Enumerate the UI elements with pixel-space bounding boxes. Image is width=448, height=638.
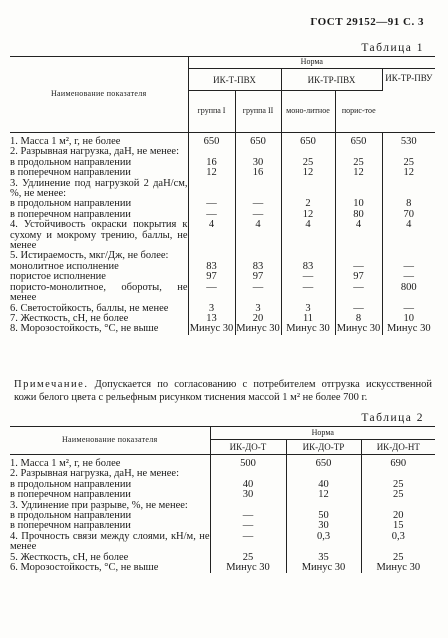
cell-value: —: [210, 511, 286, 521]
cell-value: 12: [286, 490, 361, 500]
table2-type-header: ИК-ДО-Т: [210, 440, 286, 455]
cell-value: 530: [400, 136, 417, 147]
cell-value: Минус 30: [286, 563, 361, 573]
table2-col-name-header: Наименование показателя: [10, 427, 210, 455]
table-row: [10, 283, 435, 304]
row-label: 4. Прочность связи между слоями, кН/м, не менее: [10, 530, 210, 553]
table2-type-header: ИК-ДО-НТ: [361, 440, 435, 455]
cell-value: —: [335, 283, 382, 304]
table-row: [10, 179, 435, 200]
cell-value: 8: [335, 314, 382, 324]
cell-value: —: [210, 532, 286, 553]
table2-group-header: Норма: [210, 427, 435, 440]
cell-value: 800: [400, 281, 417, 293]
table1-sub-header: порис-тое: [335, 91, 382, 133]
cell-value: 16: [235, 168, 281, 178]
cell-value: 8: [406, 198, 412, 210]
cell-value: 11: [281, 314, 335, 324]
cell-value: 83: [188, 262, 235, 272]
row-label: в поперечном направлении: [10, 490, 210, 500]
row-label: 4. Устойчивость окраски покрытия к сухому и мокрому трению, баллы, не менее: [10, 219, 188, 252]
row-label: в поперечном направлении: [10, 521, 210, 531]
note-prefix: Примечание.: [14, 379, 89, 390]
table2-caption: Таблица 2: [361, 412, 424, 424]
page-header: ГОСТ 29152—91 С. 3: [310, 16, 424, 28]
cell-value: 12: [281, 168, 335, 178]
row-label: 6. Морозостойкость, °С, не выше: [10, 563, 210, 573]
cell-value: 12: [335, 168, 382, 178]
cell-value: 12: [403, 167, 415, 179]
table1-sub-header: группа II: [235, 91, 281, 133]
table1-type-header: ИК-ТР-ПВХ: [281, 69, 382, 91]
cell-value: —: [281, 272, 335, 282]
table1-type-header: ИК-Т-ПВХ: [188, 69, 281, 91]
cell-value: Минус 30: [210, 563, 286, 573]
cell-value: 70: [403, 208, 415, 220]
cell-value: 690: [390, 458, 407, 469]
cell-value: 3: [188, 304, 235, 314]
table-row: [10, 220, 435, 251]
cell-value: [235, 179, 281, 200]
cell-value: 25: [393, 489, 404, 501]
cell-value: 83: [281, 262, 335, 272]
row-label: 2. Разрывная нагрузка, даН, не менее:: [10, 469, 210, 479]
table1-sub-header: группа I: [188, 91, 235, 133]
cell-value: 30: [210, 490, 286, 500]
table1-caption: Таблица 1: [361, 42, 424, 54]
row-label: 2. Разрывная нагрузка, даН, не менее:: [10, 147, 188, 157]
row-label: 6. Светостойкость, баллы, не менее: [10, 304, 188, 314]
cell-value: —: [235, 199, 281, 209]
cell-value: —: [281, 283, 335, 304]
cell-value: 650: [281, 133, 335, 148]
table2-type-header: ИК-ДО-ТР: [286, 440, 361, 455]
row-label: в продольном направлении: [10, 158, 188, 168]
cell-value: Минус 30: [376, 562, 421, 574]
cell-value: —: [235, 210, 281, 220]
cell-value: Минус 30: [236, 323, 280, 335]
cell-value: 97: [235, 272, 281, 282]
table1-type-header: ИК-ТР-ПВУ: [382, 69, 435, 133]
cell-value: 4: [406, 219, 412, 231]
table1-sub-header: моно-литное: [281, 91, 335, 133]
row-label: 1. Масса 1 м², г, не более: [10, 133, 188, 148]
cell-value: 30: [286, 521, 361, 531]
cell-value: —: [403, 302, 415, 314]
table1-body: [10, 133, 435, 335]
cell-value: 3: [235, 304, 281, 314]
cell-value: —: [188, 283, 235, 304]
cell-value: 40: [210, 480, 286, 490]
row-label: в поперечном направлении: [10, 168, 188, 178]
cell-value: 30: [235, 158, 281, 168]
cell-value: —: [403, 260, 415, 272]
cell-value: 83: [235, 262, 281, 272]
table-row: [10, 133, 435, 148]
table-row: [10, 455, 435, 470]
cell-value: 0,3: [286, 532, 361, 553]
cell-value: 650: [335, 133, 382, 148]
cell-value: —: [188, 199, 235, 209]
cell-value: 16: [188, 158, 235, 168]
row-label: в продольном направлении: [10, 199, 188, 209]
row-label: в продольном направлении: [10, 511, 210, 521]
cell-value: 40: [286, 480, 361, 490]
table-row: [10, 324, 435, 334]
cell-value: 25: [335, 158, 382, 168]
cell-value: 25: [393, 551, 404, 563]
note: [14, 378, 432, 404]
table-row: [10, 563, 435, 573]
cell-value: 20: [235, 314, 281, 324]
note-text: Допускается по согласованию с потребителем отгрузка искусственной кожи белого цвета с рельефным рисунком тиснения массой 1 м² не более 700 г.: [14, 379, 432, 403]
cell-value: 0,3: [391, 530, 405, 542]
cell-value: —: [335, 304, 382, 314]
row-label: 7. Жесткость, сН, не более: [10, 314, 188, 324]
cell-value: 20: [393, 510, 404, 522]
cell-value: 4: [188, 220, 235, 251]
cell-value: 15: [393, 520, 404, 532]
row-label: в поперечном направлении: [10, 210, 188, 220]
cell-value: 80: [335, 210, 382, 220]
row-label: 1. Масса 1 м², г, не более: [10, 455, 210, 470]
cell-value: 35: [286, 553, 361, 563]
cell-value: —: [403, 271, 415, 283]
cell-value: [281, 179, 335, 200]
table-row: [10, 532, 435, 553]
row-label: пористо-монолитное, обороты, не менее: [10, 281, 188, 304]
row-label: 3. Удлинение под нагрузкой 2 даН/см, %, не менее:: [10, 177, 188, 200]
row-label: 5. Жесткость, сН, не более: [10, 553, 210, 563]
cell-value: 10: [403, 312, 415, 324]
table1-col-name-header: Наименование показателя: [10, 57, 188, 133]
cell-value: 97: [188, 272, 235, 282]
cell-value: 25: [210, 553, 286, 563]
cell-value: —: [235, 283, 281, 304]
cell-value: 25: [281, 158, 335, 168]
row-label: монолитное исполнение: [10, 262, 188, 272]
cell-value: 97: [335, 272, 382, 282]
cell-value: Минус 30: [386, 323, 431, 335]
table2: [10, 426, 435, 573]
table1: [10, 56, 435, 335]
cell-value: —: [188, 210, 235, 220]
cell-value: 13: [188, 314, 235, 324]
cell-value: 2: [281, 199, 335, 209]
row-label: 3. Удлинение при разрыве, %, не менее:: [10, 501, 210, 511]
cell-value: [335, 179, 382, 200]
cell-value: Минус 30: [336, 323, 381, 335]
cell-value: Минус 30: [281, 324, 335, 334]
cell-value: 25: [393, 478, 404, 490]
cell-value: 50: [286, 511, 361, 521]
row-label: в продольном направлении: [10, 480, 210, 490]
cell-value: 4: [335, 220, 382, 251]
row-label: 8. Морозостойкость, °С, не выше: [10, 324, 188, 334]
cell-value: 650: [235, 133, 281, 148]
cell-value: —: [210, 521, 286, 531]
cell-value: 4: [281, 220, 335, 251]
row-label: пористое исполнение: [10, 272, 188, 282]
cell-value: 3: [281, 304, 335, 314]
cell-value: 12: [188, 168, 235, 178]
cell-value: 650: [286, 455, 361, 470]
cell-value: 25: [403, 156, 415, 168]
cell-value: [382, 179, 435, 200]
cell-value: 4: [235, 220, 281, 251]
cell-value: 500: [210, 455, 286, 470]
cell-value: 10: [335, 199, 382, 209]
cell-value: 12: [281, 210, 335, 220]
cell-value: Минус 30: [189, 323, 234, 335]
cell-value: —: [335, 262, 382, 272]
row-label: 5. Истираемость, мкг/Дж, не более:: [10, 251, 188, 261]
cell-value: 650: [188, 133, 235, 148]
cell-value: [188, 179, 235, 200]
table2-body: [10, 455, 435, 574]
table1-group-header: Норма: [188, 57, 435, 69]
